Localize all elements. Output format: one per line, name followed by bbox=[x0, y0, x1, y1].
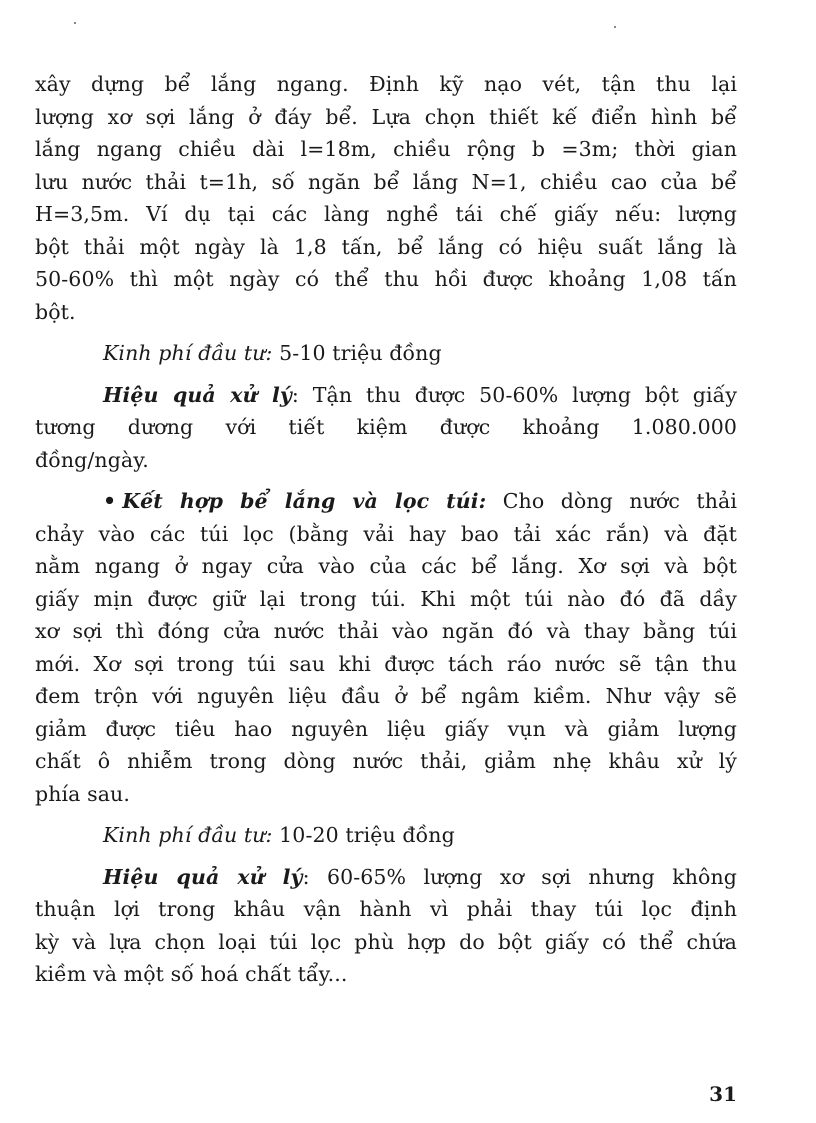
text-line: lắng ngang chiều dài l=18m, chiều rộng b =3m; thời gian bbox=[35, 137, 737, 161]
text-line: đồng/ngày. bbox=[35, 447, 149, 472]
efficiency-paragraph-2 bbox=[35, 861, 737, 991]
text-line: lưu nước thải t=1h, số ngăn bể lắng N=1, chiều cao của bể bbox=[35, 169, 737, 194]
text-line: giấy mịn được giữ lại trong túi. Khi một túi nào đó đã dầy bbox=[35, 586, 737, 611]
page-body bbox=[35, 68, 737, 991]
spacer bbox=[35, 852, 737, 861]
cost-value: 5-10 triệu đồng bbox=[272, 341, 442, 365]
text-line: 50-60% thì một ngày có thể thu hồi được khoảng 1,08 tấn bbox=[35, 267, 737, 291]
scan-speck bbox=[74, 22, 76, 24]
text-line: xơ sợi thì đóng cửa nước thải vào ngăn đó và thay bằng túi bbox=[35, 619, 737, 643]
text-line: bột thải một ngày là 1,8 tấn, bể lắng có hiệu suất lắng là bbox=[35, 234, 737, 259]
text-line: tương dương với tiết kiệm được khoảng 1.080.000 bbox=[35, 415, 737, 439]
spacer bbox=[35, 810, 737, 819]
text-line: giảm được tiêu hao nguyên liệu giấy vụn và giảm lượng bbox=[35, 716, 737, 741]
bullet-icon: • bbox=[103, 489, 117, 513]
efficiency-label: Hiệu quả xử lý bbox=[103, 864, 303, 889]
efficiency-text: : Tận thu được 50-60% lượng bột giấy bbox=[291, 382, 737, 407]
paragraph-settling-tank bbox=[35, 68, 737, 328]
text-line: xây dựng bể lắng ngang. Định kỹ nạo vét, tận thu lại bbox=[35, 72, 737, 96]
text-line: lượng xơ sợi lắng ở đáy bể. Lựa chọn thiết kế điển hình bể bbox=[35, 104, 737, 129]
text-line: đem trộn với nguyên liệu đầu ở bể ngâm kiềm. Như vậy sẽ bbox=[35, 684, 737, 708]
text-line: bột. bbox=[35, 299, 76, 324]
spacer bbox=[35, 370, 737, 379]
text-line: phía sau. bbox=[35, 781, 130, 806]
scan-speck bbox=[614, 26, 616, 28]
spacer bbox=[35, 476, 737, 485]
section-heading: Kết hợp bể lắng và lọc túi: bbox=[122, 489, 487, 513]
text-line: thuận lợi trong khâu vận hành vì phải thay túi lọc định bbox=[35, 897, 737, 921]
text-line: chảy vào các túi lọc (bằng vải hay bao tải xác rắn) và đặt bbox=[35, 521, 737, 546]
text-line: kiềm và một số hoá chất tẩy... bbox=[35, 962, 348, 986]
cost-label: Kinh phí đầu tư: bbox=[103, 823, 273, 847]
text-line: H=3,5m. Ví dụ tại các làng nghề tái chế giấy nếu: lượng bbox=[35, 202, 737, 226]
text-line: kỳ và lựa chọn loại túi lọc phù hợp do bột giấy có thể chứa bbox=[35, 929, 737, 954]
cost-line-2 bbox=[35, 819, 737, 852]
spacer bbox=[35, 328, 737, 337]
efficiency-label: Hiệu quả xử lý bbox=[103, 382, 292, 407]
cost-line-1 bbox=[35, 337, 737, 370]
page-number: 31 bbox=[709, 1082, 737, 1106]
section-text: Cho dòng nước thải bbox=[486, 489, 737, 513]
efficiency-text: : 60-65% lượng xơ sợi nhưng không bbox=[302, 864, 738, 889]
text-line: mới. Xơ sợi trong túi sau khi được tách ráo nước sẽ tận thu bbox=[35, 651, 737, 676]
cost-value: 10-20 triệu đồng bbox=[272, 823, 455, 847]
efficiency-paragraph-1 bbox=[35, 379, 737, 477]
paragraph-filter-bag bbox=[35, 485, 737, 810]
text-line: nằm ngang ở ngay cửa vào của các bể lắng. Xơ sợi và bột bbox=[35, 554, 737, 578]
cost-label: Kinh phí đầu tư: bbox=[103, 341, 273, 365]
text-line: chất ô nhiễm trong dòng nước thải, giảm nhẹ khâu xử lý bbox=[35, 749, 737, 773]
